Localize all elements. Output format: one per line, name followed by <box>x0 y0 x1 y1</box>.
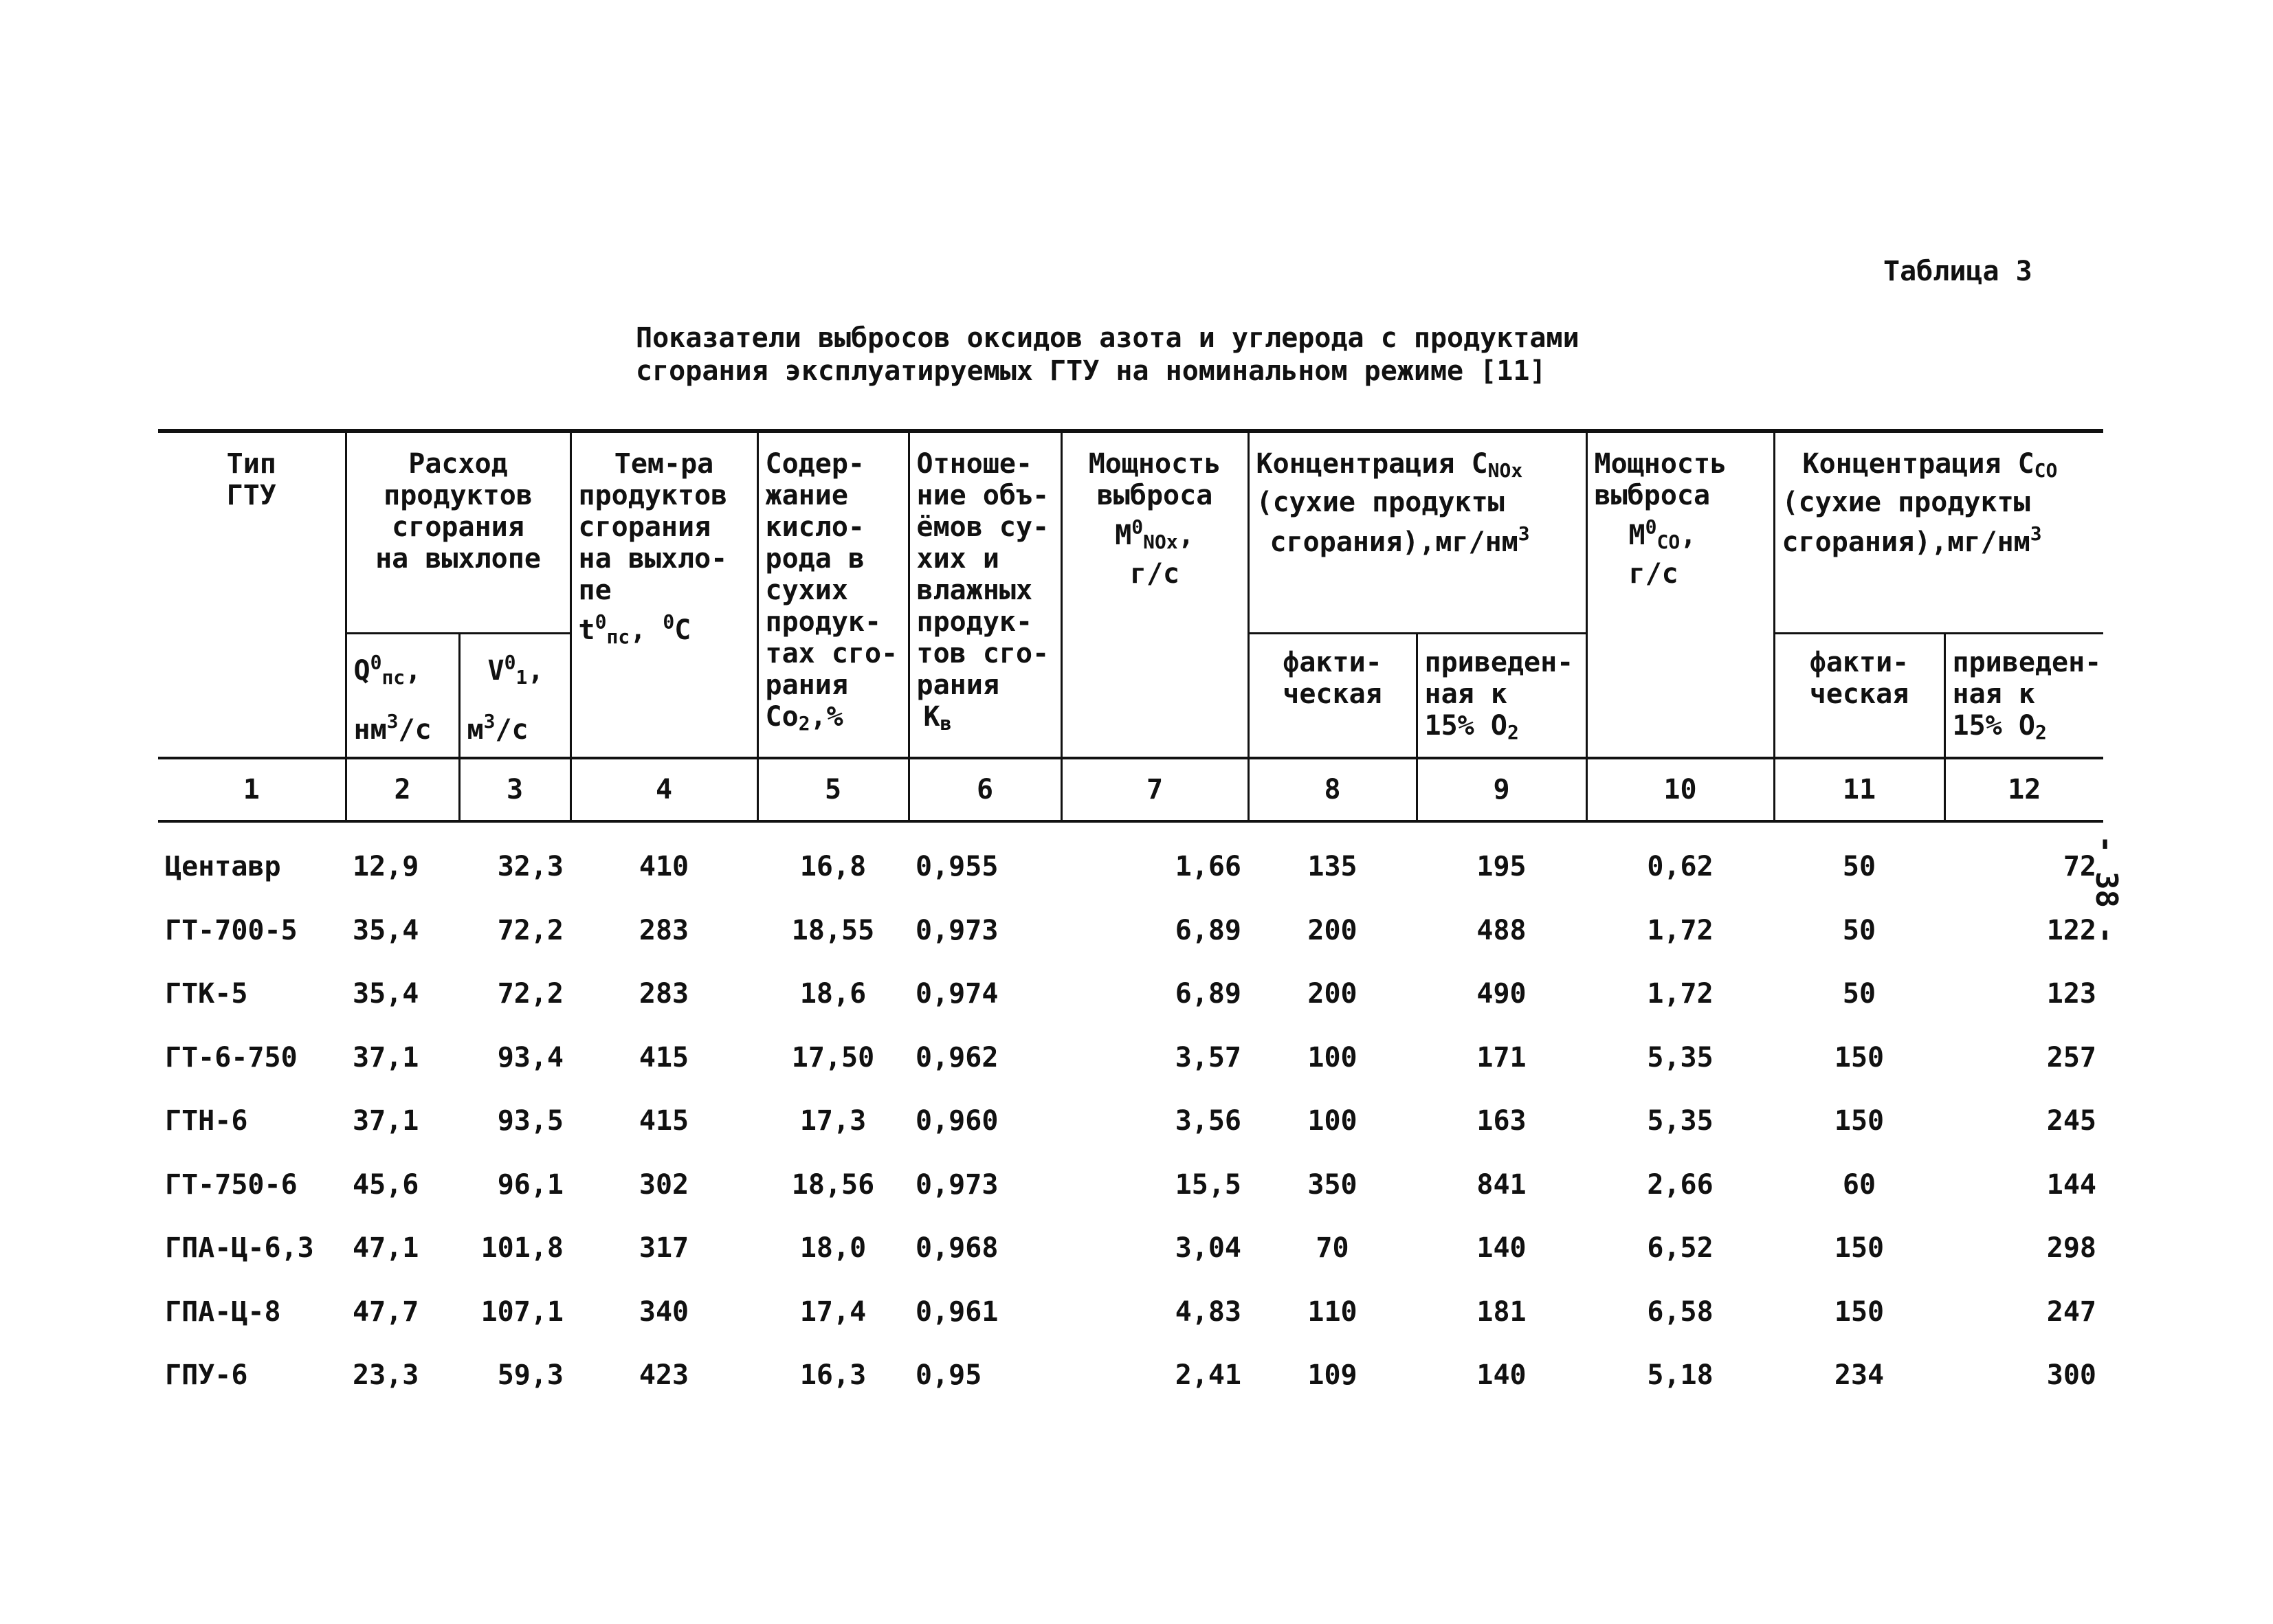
header-temperature: Тем-ра продуктов сгорания на выхло- пе $t^0_{пс}$, $^0$С <box>570 431 757 758</box>
header-nox-actual: факти- ческая <box>1248 634 1417 759</box>
table-row <box>158 1089 2103 1153</box>
cell-nox-actual: 110 <box>1307 1295 1357 1328</box>
cell-nox-power: 4,83 <box>1175 1295 1242 1328</box>
cell-nox-actual: 135 <box>1307 851 1357 883</box>
cell-co-actual: 234 <box>1834 1359 1885 1392</box>
cell-nox-reduced: 490 <box>1476 978 1527 1010</box>
cell-co-reduced: 300 <box>2046 1359 2097 1392</box>
table-row <box>158 1344 2103 1408</box>
cell-flow-q: 12,9 <box>353 851 419 883</box>
cell-co-actual: 150 <box>1834 1041 1885 1074</box>
cell-flow-v: 72,2 <box>497 978 564 1010</box>
cell-gtu-type: ГТ-700-5 <box>165 914 298 946</box>
cell-flow-q: 47,1 <box>353 1232 419 1265</box>
cell-exhaust-temp: 415 <box>639 1105 689 1137</box>
cell-gtu-type: Центавр <box>165 851 281 883</box>
cell-flow-v: 93,4 <box>497 1041 564 1074</box>
table-row <box>158 899 2103 963</box>
cell-co-power: 1,72 <box>1647 914 1714 946</box>
cell-co-reduced: 245 <box>2046 1105 2097 1137</box>
cell-nox-power: 3,04 <box>1175 1232 1242 1265</box>
cell-volume-ratio: 0,973 <box>916 914 999 946</box>
cell-co-reduced: 72 <box>2063 851 2097 883</box>
table-caption <box>636 322 1763 388</box>
cell-exhaust-temp: 317 <box>639 1232 689 1265</box>
cell-flow-q: 37,1 <box>353 1041 419 1074</box>
ratio-symbol: $K_в$ <box>923 701 952 735</box>
column-number: 3 <box>459 758 570 821</box>
table-row <box>158 1153 2103 1217</box>
cell-co-reduced: 298 <box>2046 1232 2097 1265</box>
data-rows <box>158 821 2103 1408</box>
cell-nox-power: 6,89 <box>1175 978 1242 1010</box>
column-number: 2 <box>346 758 459 821</box>
header-co-power: Мощность выброса $M^0_{CO}$, г/с <box>1586 431 1774 758</box>
cell-oxygen-content: 17,3 <box>799 1105 867 1137</box>
cell-co-actual: 150 <box>1834 1232 1885 1265</box>
header-flow-group: Расход продуктов сгорания на выхлопе <box>346 431 570 634</box>
cell-oxygen-content: 18,0 <box>799 1232 867 1265</box>
cell-co-power: 5,35 <box>1647 1105 1714 1137</box>
column-numbers-row <box>158 758 2103 821</box>
cell-nox-power: 1,66 <box>1175 851 1242 883</box>
cell-gtu-type: ГТК-5 <box>165 978 248 1010</box>
cell-nox-actual: 100 <box>1307 1041 1357 1074</box>
cell-co-power: 1,72 <box>1647 978 1714 1010</box>
nox-power-symbol: $M^0_{NOx}$, <box>1115 515 1195 553</box>
cell-co-power: 6,52 <box>1647 1232 1714 1265</box>
cell-nox-actual: 109 <box>1307 1359 1357 1392</box>
column-number: 6 <box>909 758 1061 821</box>
emissions-table <box>158 429 2103 1408</box>
header-co-reduced: приведен- ная к 15% $O_2$ <box>1944 634 2103 759</box>
caption-line-1: Показатели выбросов оксидов азота и углерода с продуктами <box>636 322 1579 354</box>
cell-flow-q: 37,1 <box>353 1105 419 1137</box>
cell-oxygen-content: 16,8 <box>799 851 867 883</box>
cell-nox-reduced: 195 <box>1476 851 1527 883</box>
cell-flow-q: 45,6 <box>353 1168 419 1201</box>
header-co-actual: факти- ческая <box>1774 634 1944 759</box>
temp-symbol: $t^0_{пс}$, $^0$С <box>578 610 691 648</box>
co-power-symbol: $M^0_{CO}$, <box>1628 515 1697 553</box>
cell-co-reduced: 247 <box>2046 1295 2097 1328</box>
column-number: 7 <box>1061 758 1248 821</box>
cell-flow-q: 35,4 <box>353 978 419 1010</box>
cell-co-power: 0,62 <box>1647 851 1714 883</box>
caption-line-2: сгорания эксплуатируемых ГТУ на номинальном режиме [11] <box>636 355 1546 387</box>
cell-co-actual: 50 <box>1842 978 1876 1010</box>
cell-exhaust-temp: 302 <box>639 1168 689 1201</box>
column-number: 10 <box>1586 758 1774 821</box>
cell-co-power: 6,58 <box>1647 1295 1714 1328</box>
header-ratio: Отноше- ние объ- ёмов су- хих и влажных продук- тов сго- рания $K_в$ <box>909 431 1061 758</box>
cell-gtu-type: ГПА-Ц-8 <box>165 1295 281 1328</box>
cell-nox-power: 3,57 <box>1175 1041 1242 1074</box>
cell-nox-actual: 70 <box>1316 1232 1349 1265</box>
column-number: 1 <box>158 758 346 821</box>
header-nox-reduced: приведен- ная к 15% $O_2$ <box>1417 634 1586 759</box>
oxygen-symbol: $Co_2,\%$ <box>765 701 843 735</box>
column-number: 11 <box>1774 758 1944 821</box>
cell-co-actual: 60 <box>1842 1168 1876 1201</box>
cell-volume-ratio: 0,968 <box>916 1232 999 1265</box>
page-number: - 38 - <box>2089 835 2124 944</box>
cell-gtu-type: ГТ-6-750 <box>165 1041 298 1074</box>
cell-volume-ratio: 0,973 <box>916 1168 999 1201</box>
cell-flow-v: 32,3 <box>497 851 564 883</box>
cell-oxygen-content: 17,4 <box>799 1295 867 1328</box>
cell-flow-v: 72,2 <box>497 914 564 946</box>
cell-exhaust-temp: 415 <box>639 1041 689 1074</box>
cell-nox-reduced: 163 <box>1476 1105 1527 1137</box>
cell-nox-reduced: 140 <box>1476 1232 1527 1265</box>
cell-nox-reduced: 181 <box>1476 1295 1527 1328</box>
header-nox-concentration: Концентрация $C_{NOx}$ (сухие продукты $сгорания),мг/нм^3$ <box>1248 431 1586 634</box>
cell-nox-power: 3,56 <box>1175 1105 1242 1137</box>
table-row <box>158 1026 2103 1090</box>
cell-co-power: 5,18 <box>1647 1359 1714 1392</box>
table-row <box>158 962 2103 1026</box>
table-row <box>158 1280 2103 1344</box>
cell-flow-q: 23,3 <box>353 1359 419 1392</box>
header-oxygen: Содер- жание кисло- рода в сухих продук- тах сго- рания $Co_2,\%$ <box>757 431 909 758</box>
cell-oxygen-content: 18,55 <box>791 914 875 946</box>
cell-gtu-type: ГПА-Ц-6,3 <box>165 1232 314 1265</box>
cell-flow-v: 59,3 <box>497 1359 564 1392</box>
cell-volume-ratio: 0,95 <box>916 1359 982 1392</box>
cell-co-actual: 150 <box>1834 1295 1885 1328</box>
column-number: 4 <box>570 758 757 821</box>
header-flow-v: $V^0_1$, $м^3/с$ <box>459 634 570 759</box>
cell-oxygen-content: 17,50 <box>791 1041 875 1074</box>
cell-co-reduced: 144 <box>2046 1168 2097 1201</box>
cell-flow-v: 107,1 <box>480 1295 564 1328</box>
cell-nox-reduced: 488 <box>1476 914 1527 946</box>
cell-exhaust-temp: 423 <box>639 1359 689 1392</box>
cell-flow-q: 47,7 <box>353 1295 419 1328</box>
cell-gtu-type: ГТ-750-6 <box>165 1168 298 1201</box>
header-flow-q: $Q^0_{пс}$, $нм^3/с$ <box>346 634 459 759</box>
cell-nox-reduced: 171 <box>1476 1041 1527 1074</box>
header-type: Тип ГТУ <box>158 431 346 758</box>
cell-co-actual: 150 <box>1834 1105 1885 1137</box>
cell-nox-reduced: 140 <box>1476 1359 1527 1392</box>
cell-nox-power: 15,5 <box>1175 1168 1242 1201</box>
cell-nox-power: 6,89 <box>1175 914 1242 946</box>
header-nox-power: Мощность выброса $M^0_{NOx}$, г/с <box>1061 431 1248 758</box>
table-row <box>158 821 2103 899</box>
cell-flow-v: 96,1 <box>497 1168 564 1201</box>
cell-flow-q: 35,4 <box>353 914 419 946</box>
column-number: 9 <box>1417 758 1586 821</box>
cell-gtu-type: ГПУ-6 <box>165 1359 248 1392</box>
table-label: Таблица 3 <box>1883 256 2032 287</box>
cell-gtu-type: ГТН-6 <box>165 1105 248 1137</box>
column-number: 12 <box>1944 758 2103 821</box>
cell-co-reduced: 257 <box>2046 1041 2097 1074</box>
cell-co-actual: 50 <box>1842 914 1876 946</box>
cell-exhaust-temp: 283 <box>639 978 689 1010</box>
column-number: 8 <box>1248 758 1417 821</box>
cell-nox-power: 2,41 <box>1175 1359 1242 1392</box>
cell-volume-ratio: 0,960 <box>916 1105 999 1137</box>
cell-co-power: 2,66 <box>1647 1168 1714 1201</box>
cell-flow-v: 101,8 <box>480 1232 564 1265</box>
table-row <box>158 1216 2103 1280</box>
cell-exhaust-temp: 283 <box>639 914 689 946</box>
cell-oxygen-content: 18,6 <box>799 978 867 1010</box>
cell-volume-ratio: 0,974 <box>916 978 999 1010</box>
cell-flow-v: 93,5 <box>497 1105 564 1137</box>
cell-volume-ratio: 0,955 <box>916 851 999 883</box>
cell-nox-actual: 350 <box>1307 1168 1357 1201</box>
cell-oxygen-content: 18,56 <box>791 1168 875 1201</box>
cell-co-reduced: 122 <box>2046 914 2097 946</box>
cell-co-reduced: 123 <box>2046 978 2097 1010</box>
cell-nox-actual: 200 <box>1307 914 1357 946</box>
cell-exhaust-temp: 410 <box>639 851 689 883</box>
cell-nox-reduced: 841 <box>1476 1168 1527 1201</box>
cell-nox-actual: 200 <box>1307 978 1357 1010</box>
cell-volume-ratio: 0,961 <box>916 1295 999 1328</box>
cell-co-actual: 50 <box>1842 851 1876 883</box>
header-co-concentration: Концентрация $C_{CO}$ (сухие продукты $сгорания),мг/нм^3$ <box>1774 431 2103 634</box>
cell-co-power: 5,35 <box>1647 1041 1714 1074</box>
cell-nox-actual: 100 <box>1307 1105 1357 1137</box>
column-number: 5 <box>757 758 909 821</box>
cell-oxygen-content: 16,3 <box>799 1359 867 1392</box>
cell-exhaust-temp: 340 <box>639 1295 689 1328</box>
cell-volume-ratio: 0,962 <box>916 1041 999 1074</box>
